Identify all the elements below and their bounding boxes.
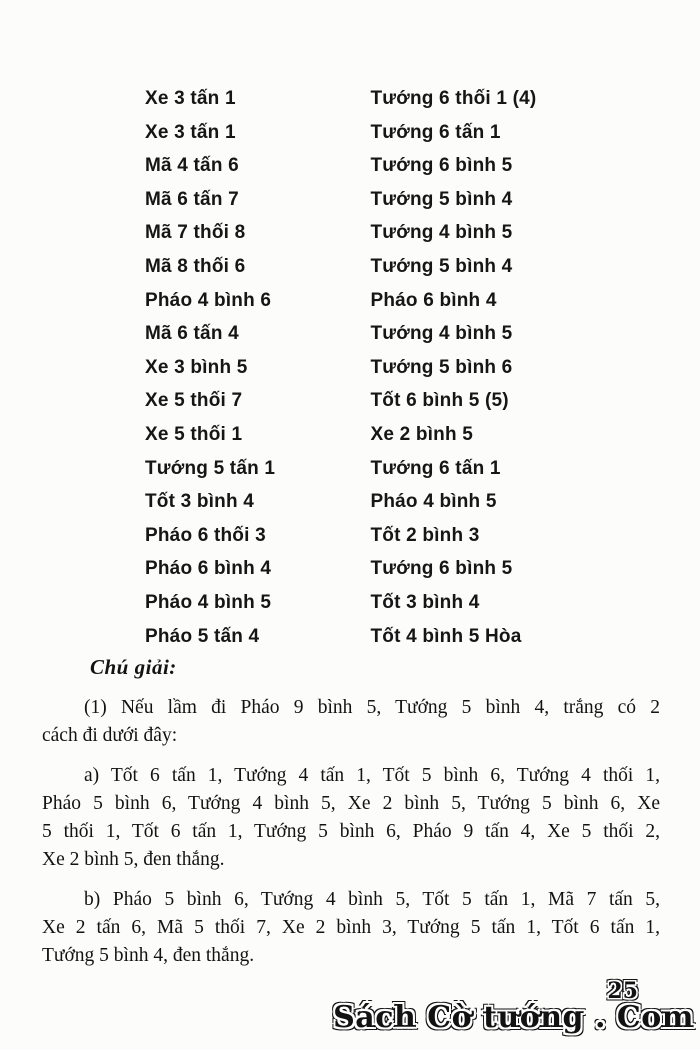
note-line: 5 thối 1, Tốt 6 tấn 1, Tướng 5 bình 6, Pháo 9 tấn 4, Xe 5 thối 2, [42,821,660,842]
note-paragraph [42,694,660,750]
move-right: Tốt 2 bình 3 [370,524,480,546]
move-row [145,183,536,217]
notes-paragraphs [42,694,660,970]
note-line: Tướng 5 bình 4, đen thắng. [42,945,255,966]
move-left: Pháo 6 bình 4 [145,558,272,580]
move-row [145,116,536,150]
move-right: Xe 2 bình 5 [370,423,473,445]
note-line: b) Pháo 5 bình 6, Tướng 4 bình 5, Tốt 5 tấn 1, Mã 7 tấn 5, [84,889,660,910]
note-line: a) Tốt 6 tấn 1, Tướng 4 tấn 1, Tốt 5 bình 6, Tướng 4 thối 1, [84,765,660,786]
move-right: Tướng 4 bình 5 [370,222,513,244]
move-row [145,317,536,351]
move-right: Tướng 5 bình 6 [370,356,513,378]
move-left: Mã 6 tấn 4 [145,323,239,345]
move-left: Mã 6 tấn 7 [145,188,239,210]
note-line: Xe 2 bình 5, đen thắng. [42,849,225,870]
move-left: Tốt 3 bình 4 [145,491,255,513]
move-right: Tướng 5 bình 4 [370,188,513,210]
move-left: Xe 3 tấn 1 [145,121,236,143]
move-row [145,552,536,586]
move-row [145,418,536,452]
move-row [145,82,536,116]
move-left: Xe 5 thối 1 [145,423,243,445]
move-right: Tướng 6 bình 5 [370,558,513,580]
move-right: Tướng 5 bình 4 [370,255,513,277]
move-left: Xe 3 bình 5 [145,356,248,378]
note-line: cách đi dưới đây: [42,725,178,746]
move-right: Tốt 4 bình 5 Hòa [370,625,522,647]
move-left: Xe 3 tấn 1 [145,88,236,109]
move-right: Tướng 6 tấn 1 [370,121,501,143]
move-left: Pháo 6 thối 3 [145,524,266,546]
move-left: Pháo 4 bình 5 [145,591,272,613]
page-number: 25 [607,978,638,1004]
move-row [145,452,536,486]
move-row [145,284,536,318]
move-right: Tốt 6 bình 5 (5) [370,390,509,412]
move-row [145,149,536,183]
move-row [145,351,536,385]
move-right: Pháo 4 bình 5 [370,491,497,513]
move-left: Pháo 5 tấn 4 [145,625,260,647]
notes-section [42,652,660,970]
move-right: Tướng 6 thối 1 (4) [370,88,537,109]
move-left: Pháo 4 bình 6 [145,289,272,311]
move-row [145,216,536,250]
move-right: Tướng 4 bình 5 [370,323,513,345]
move-left: Xe 5 thối 7 [145,390,243,412]
moves-table [145,82,536,653]
move-row [145,250,536,284]
move-right: Pháo 6 bình 4 [370,289,497,311]
move-row [145,384,536,418]
move-right: Tốt 3 bình 4 [370,591,480,613]
move-row [145,485,536,519]
move-right: Tướng 6 bình 5 [370,155,513,177]
note-line: (1) Nếu lầm đi Pháo 9 bình 5, Tướng 5 bình 4, trắng có 2 [84,697,660,718]
move-row [145,586,536,620]
note-line: Xe 2 tấn 6, Mã 5 thối 7, Xe 2 bình 3, Tướng 5 tấn 1, Tốt 6 tấn 1, [42,917,660,938]
move-row [145,620,536,654]
note-paragraph [42,886,660,970]
move-left: Mã 8 thối 6 [145,255,246,277]
move-left: Mã 7 thối 8 [145,222,246,244]
watermark: Sách Cờ tướng . Com [333,1000,694,1035]
move-left: Tướng 5 tấn 1 [145,457,276,479]
move-left: Mã 4 tấn 6 [145,155,239,177]
notes-heading: Chú giải: [90,655,177,679]
move-row [145,519,536,553]
move-right: Tướng 6 tấn 1 [370,457,501,479]
note-line: Pháo 5 bình 6, Tướng 4 bình 5, Xe 2 bình 5, Tướng 5 bình 6, Xe [42,793,660,814]
note-paragraph [42,762,660,874]
